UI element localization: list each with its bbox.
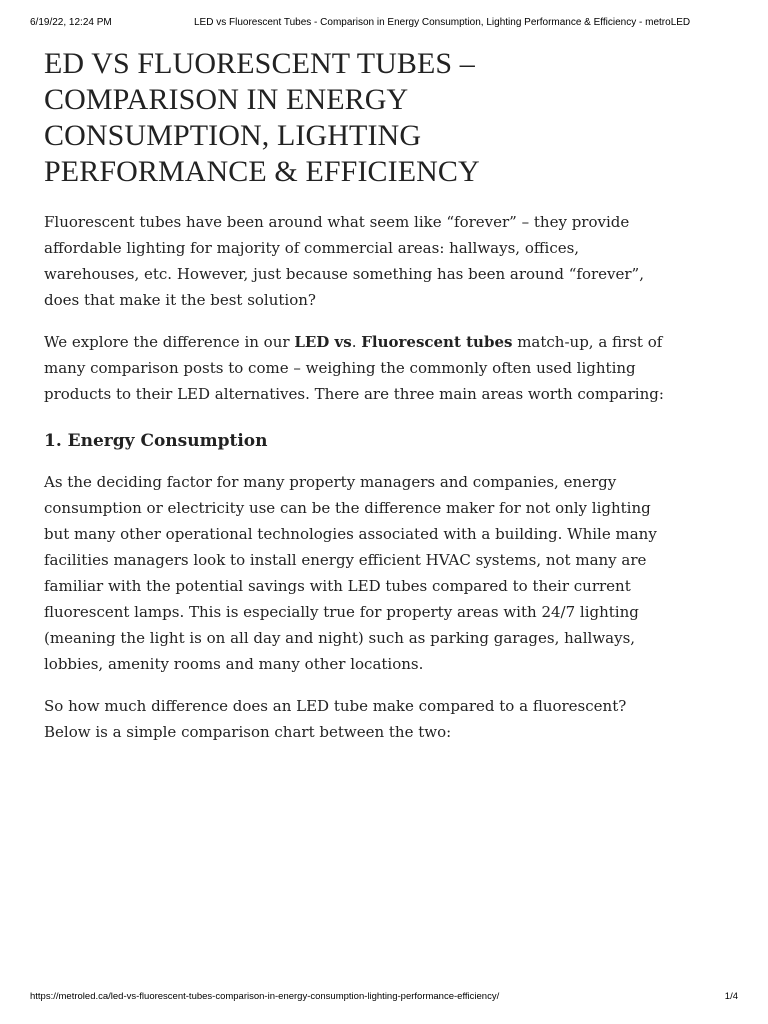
page-number: 1/4 [724,991,738,1002]
article-title-line: COMPARISON IN ENERGY [44,83,409,116]
bold-led-vs: LED vs [294,333,352,351]
page-url: https://metroled.ca/led-vs-fluorescent-tubes-comparison-in-energy-consumption-lighting-performance-efficiency/ [30,991,500,1002]
intro-paragraph: Fluorescent tubes have been around what seem like “forever” – they provide affordable lighting for majority of commercial areas: hallways, offices, warehouses, etc. However, just because something has been around “forever”, does that make it the best solution? [44,213,644,309]
comparison-intro-paragraph [44,329,664,407]
article-title-line: ED VS FLUORESCENT TUBES – [44,47,475,80]
paragraph-text: . [351,333,362,351]
article [44,46,664,745]
article-title [44,46,664,190]
print-header [30,16,738,30]
comparison-chart-intro-paragraph: So how much difference does an LED tube make compared to a fluorescent? Below is a simple comparison chart between the two: [44,697,627,741]
energy-consumption-paragraph: As the deciding factor for many property managers and companies, energy consumption or electricity use can be the difference maker for not only lighting but many other operational technologies associated with a building. While many facilities managers look to install energy efficient HVAC systems, not many are familiar with the potential savings with LED tubes compared to their current fluorescent lamps. This is especially true for property areas with 24/7 lighting (meaning the light is on all day and night) such as parking garages, hallways, lobbies, amenity rooms and many other locations. [44,473,657,673]
print-document-title: LED vs Fluorescent Tubes - Comparison in Energy Consumption, Lighting Performance & Efficiency - metroLED [194,17,691,28]
print-date: 6/19/22, 12:24 PM [30,17,112,28]
article-title-line: PERFORMANCE & EFFICIENCY [44,155,480,188]
paragraph-text: We explore the difference in our [44,333,295,351]
article-title-line: CONSUMPTION, LIGHTING [44,119,422,152]
paragraph-text: match-up, a first of many comparison posts to come – weighing the commonly often used lighting products to their LED alternatives. There are three main areas worth comparing: [44,333,664,403]
print-footer [30,990,738,1004]
bold-fluorescent-tubes: Fluorescent tubes [361,333,513,351]
section-heading-energy-consumption: 1. Energy Consumption [44,431,268,451]
